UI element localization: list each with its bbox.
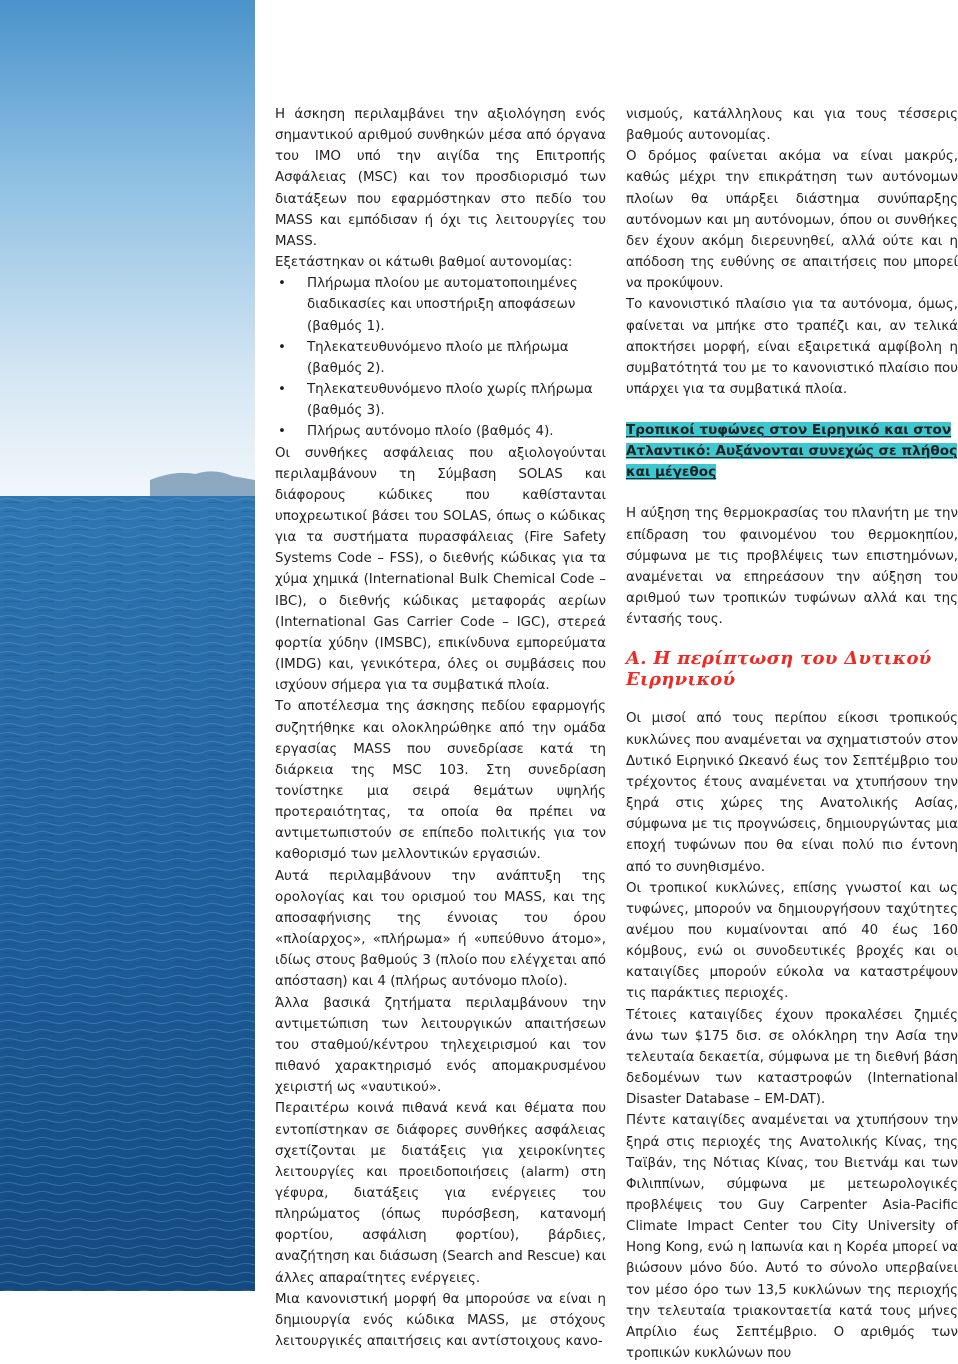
paragraph: Τέτοιες καταιγίδες έχουν προκαλέσει ζημιές άνω των $175 δισ. σε ολόκληρη την Ασία την τελευταία δεκαετία, σύμφωνα με τη διεθνή βάση δεδομένων των καταστροφών (International Disaster Database – EM-DAT).	[626, 1007, 958, 1108]
paragraph: Το κανονιστικό πλαίσιο για τα αυτόνομα, όμως, φαίνεται να μπήκε στο τραπέζι και, αν τελικά αποκτήσει μορφή, είναι εξαιρετικά αμφίβολη η συμβατότητά του με το κανονιστικό πλαίσιο που υπάρχει για τα συμβατικά πλοία.	[626, 297, 958, 398]
paragraph: Οι συνθήκες ασφάλειας που αξιολογούνται περιλαμβάνουν τη Σύμβαση SOLAS και διάφορους κώδικες που καθίστανται υποχρεωτικοί βάσει του SOLAS, όπως ο κώδικας για τα συστήματα πυρασφάλειας (Fire Safety Systems Code – FSS), ο διεθνής κώδικας για τα χύμα χημικά (International Bulk Chemical Code – IBC), ο διεθνής κώδικας μεταφοράς αερίων (International Gas Carrier Code – IGC), στερεά φορτία χύδην (IMSBC), επικίνδυνα εμπορεύματα (IMDG) και, γενικότερα, όλες οι συμβάσεις που ισχύουν σήμερα για τα συμβατικά πλοία.	[275, 445, 606, 694]
list-item: • Πλήρωμα πλοίου με αυτοματοποιημένες διαδικασίες και υποστήριξη αποφάσεων (βαθμός 1).	[275, 273, 606, 336]
paragraph: Περαιτέρω κοινά πιθανά κενά και θέματα που εντοπίστηκαν σε διάφορες συνθήκες ασφάλειας σχετίζονται με διατάξεις για χειροκίνητες λειτουργίες και προειδοποιήσεις (alarm) στη γέφυρα, διατάξεις για ενέργειες του πληρώματος (όπως πυρόσβεση, κατανομή φορτίου, ασφάλιση φορτίου), βάρδιες, αναζήτηση και διάσωση (Search and Rescue) και άλλες απαραίτητες ενέργειες.	[275, 1101, 606, 1286]
paragraph: Οι τροπικοί κυκλώνες, επίσης γνωστοί και ως τυφώνες, μπορούν να δημιουργήσουν ταχύτητες ανέμου που κυμαίνονται από 40 έως 160 κόμβους, ενώ οι συνοδευτικές βροχές και οι καταιγίδες μπορούν εύκολα να καταστρέψουν τις παράκτιες περιοχές.	[626, 880, 958, 1002]
sea-horizon-image	[0, 0, 255, 1291]
paragraph: Ο δρόμος φαίνεται ακόμα να είναι μακρύς, καθώς μέχρι την επικράτηση των αυτόνομων πλοίων θα υπάρξει διάστημα συνύπαρξης αυτόνομων και μη αυτόνομων, όπου οι συνθήκες δεν έχουν ακόμη διερευνηθεί, αλλά ούτε και η απόδοση της ευθύνης σε απαιτήσεις που μπορεί να προκύψουν.	[626, 149, 958, 292]
paragraph: Η αύξηση της θερμοκρασίας του πλανήτη με την επίδραση του φαινομένου του θερμοκηπίου, σύμφωνα με τις προβλέψεις των επιστημόνων, αναμένεται να επηρεάσουν την αύξηση του αριθμού των τροπικών τυφώνων αλλά και της έντασής τους.	[626, 506, 958, 628]
right-column	[626, 104, 958, 1364]
paragraph: Οι μισοί από τους περίπου είκοσι τροπικούς κυκλώνες που αναμένεται να σχηματιστούν στον Δυτικό Ειρηνικό Ωκεανό έως τον Σεπτέμβριο του τρέχοντος έτους αναμένεται να χτυπήσουν την ξηρά στις χώρες της Ανατολικής Ασίας, σύμφωνα με τις προγνώσεις, δημιουργώντας μια εποχή τυφώνων που θα είναι πολύ πιο έντονη από το συνηθισμένο.	[626, 711, 958, 875]
bullet-icon: •	[278, 339, 286, 355]
list-item: • Τηλεκατευθυνόμενο πλοίο με πλήρωμα (βαθμός 2).	[275, 337, 606, 379]
paragraph: Το αποτέλεσμα της άσκησης πεδίου εφαρμογής συζητήθηκε και ολοκληρώθηκε από την ομάδα εργασίας MASS που συνεδρίασε κατά τη διάρκεια της MSC 103. Στη συνεδρίαση τονίστηκε μια σειρά θεμάτων υψηλής προτεραιότητας, τα οποία θα πρέπει να αντιμετωπιστούν σε επίπεδο πολιτικής για τον καθορισμό των μελλοντικών εργασιών.	[275, 699, 606, 863]
paragraph: Άλλα βασικά ζητήματα περιλαμβάνουν την αντιμετώπιση των λειτουργικών απαιτήσεων του σταθμού/κέντρου τηλεχειρισμού και τον πιθανό χαρακτηρισμό ενός απομακρυσμένου χειριστή ως «ναυτικού».	[275, 995, 606, 1096]
list-item: • Πλήρως αυτόνομο πλοίο (βαθμός 4).	[275, 421, 606, 442]
paragraph: νισμούς, κατάλληλους και για τους τέσσερις βαθμούς αυτονομίας.	[626, 107, 958, 144]
highlighted-heading: Τροπικοί τυφώνες στον Ειρηνικό και στον Ατλαντικό: Αυξάνονται συνεχώς σε πλήθος και μέγεθος	[626, 422, 958, 481]
bullet-icon: •	[278, 276, 286, 292]
bullet-icon: •	[278, 424, 286, 440]
list-item: • Τηλεκατευθυνόμενο πλοίο χωρίς πλήρωμα (βαθμός 3).	[275, 379, 606, 421]
paragraph: Εξετάστηκαν οι κάτωθι βαθμοί αυτονομίας:	[275, 255, 573, 271]
bullet-icon: •	[278, 382, 286, 398]
paragraph: Αυτά περιλαμβάνουν την ανάπτυξη της ορολογίας και του ορισμού του MASS, και της αποσαφήνισης της έννοιας του όρου «πλοίαρχος», «πλήρωμα» ή «υπεύθυνο άτομο», ιδίως στους βαθμούς 3 (πλοίο που ελέγχεται από απόσταση) και 4 (πλήρως αυτόνομο πλοίο).	[275, 868, 606, 990]
paragraph: Μια κανονιστική μορφή θα μπορούσε να είναι η δημιουργία ενός κώδικα MASS, με στόχους λειτουργικές απαιτήσεις και αντίστοιχους κανο-	[275, 1291, 606, 1350]
paragraph: Πέντε καταιγίδες αναμένεται να χτυπήσουν την ξηρά στις περιοχές της Ανατολικής Κίνας, της Ταϊβάν, της Νότιας Κίνας, του Βιετνάμ και των Φιλιππίνων, σύμφωνα με μετεωρολογικές προβλέψεις του Guy Carpenter Asia-Pacific Climate Impact Center του City University of Hong Kong, ενώ η Ιαπωνία και η Κορέα μπορεί να βιώσουν μόνο δύο. Αυτό το σύνολο υπερβαίνει τον μέσο όρο των 13,5 κυκλώνων της περιοχής την τελευταία τριακονταετία κατά τους μήνες Απρίλιο έως Σεπτέμβριο. Ο αριθμός των τροπικών κυκλώνων που	[626, 1113, 958, 1362]
paragraph: Η άσκηση περιλαμβάνει την αξιολόγηση ενός σημαντικού αριθμού συνθηκών μέσα από όργανα του IMO υπό την αιγίδα της Επιτροπής Ασφάλειας (MSC) και τον προσδιορισμό των διατάξεων που εφαρμόστηκαν στο πεδίο του MASS και εμπόδισαν ή όχι τις λειτουργίες του MASS.	[275, 107, 606, 249]
left-column	[275, 104, 606, 1352]
sea-photo	[0, 0, 255, 1291]
section-title: Α. Η περίπτωση του Δυτικού Ειρηνικού	[626, 648, 932, 691]
autonomy-levels-list	[275, 273, 606, 442]
